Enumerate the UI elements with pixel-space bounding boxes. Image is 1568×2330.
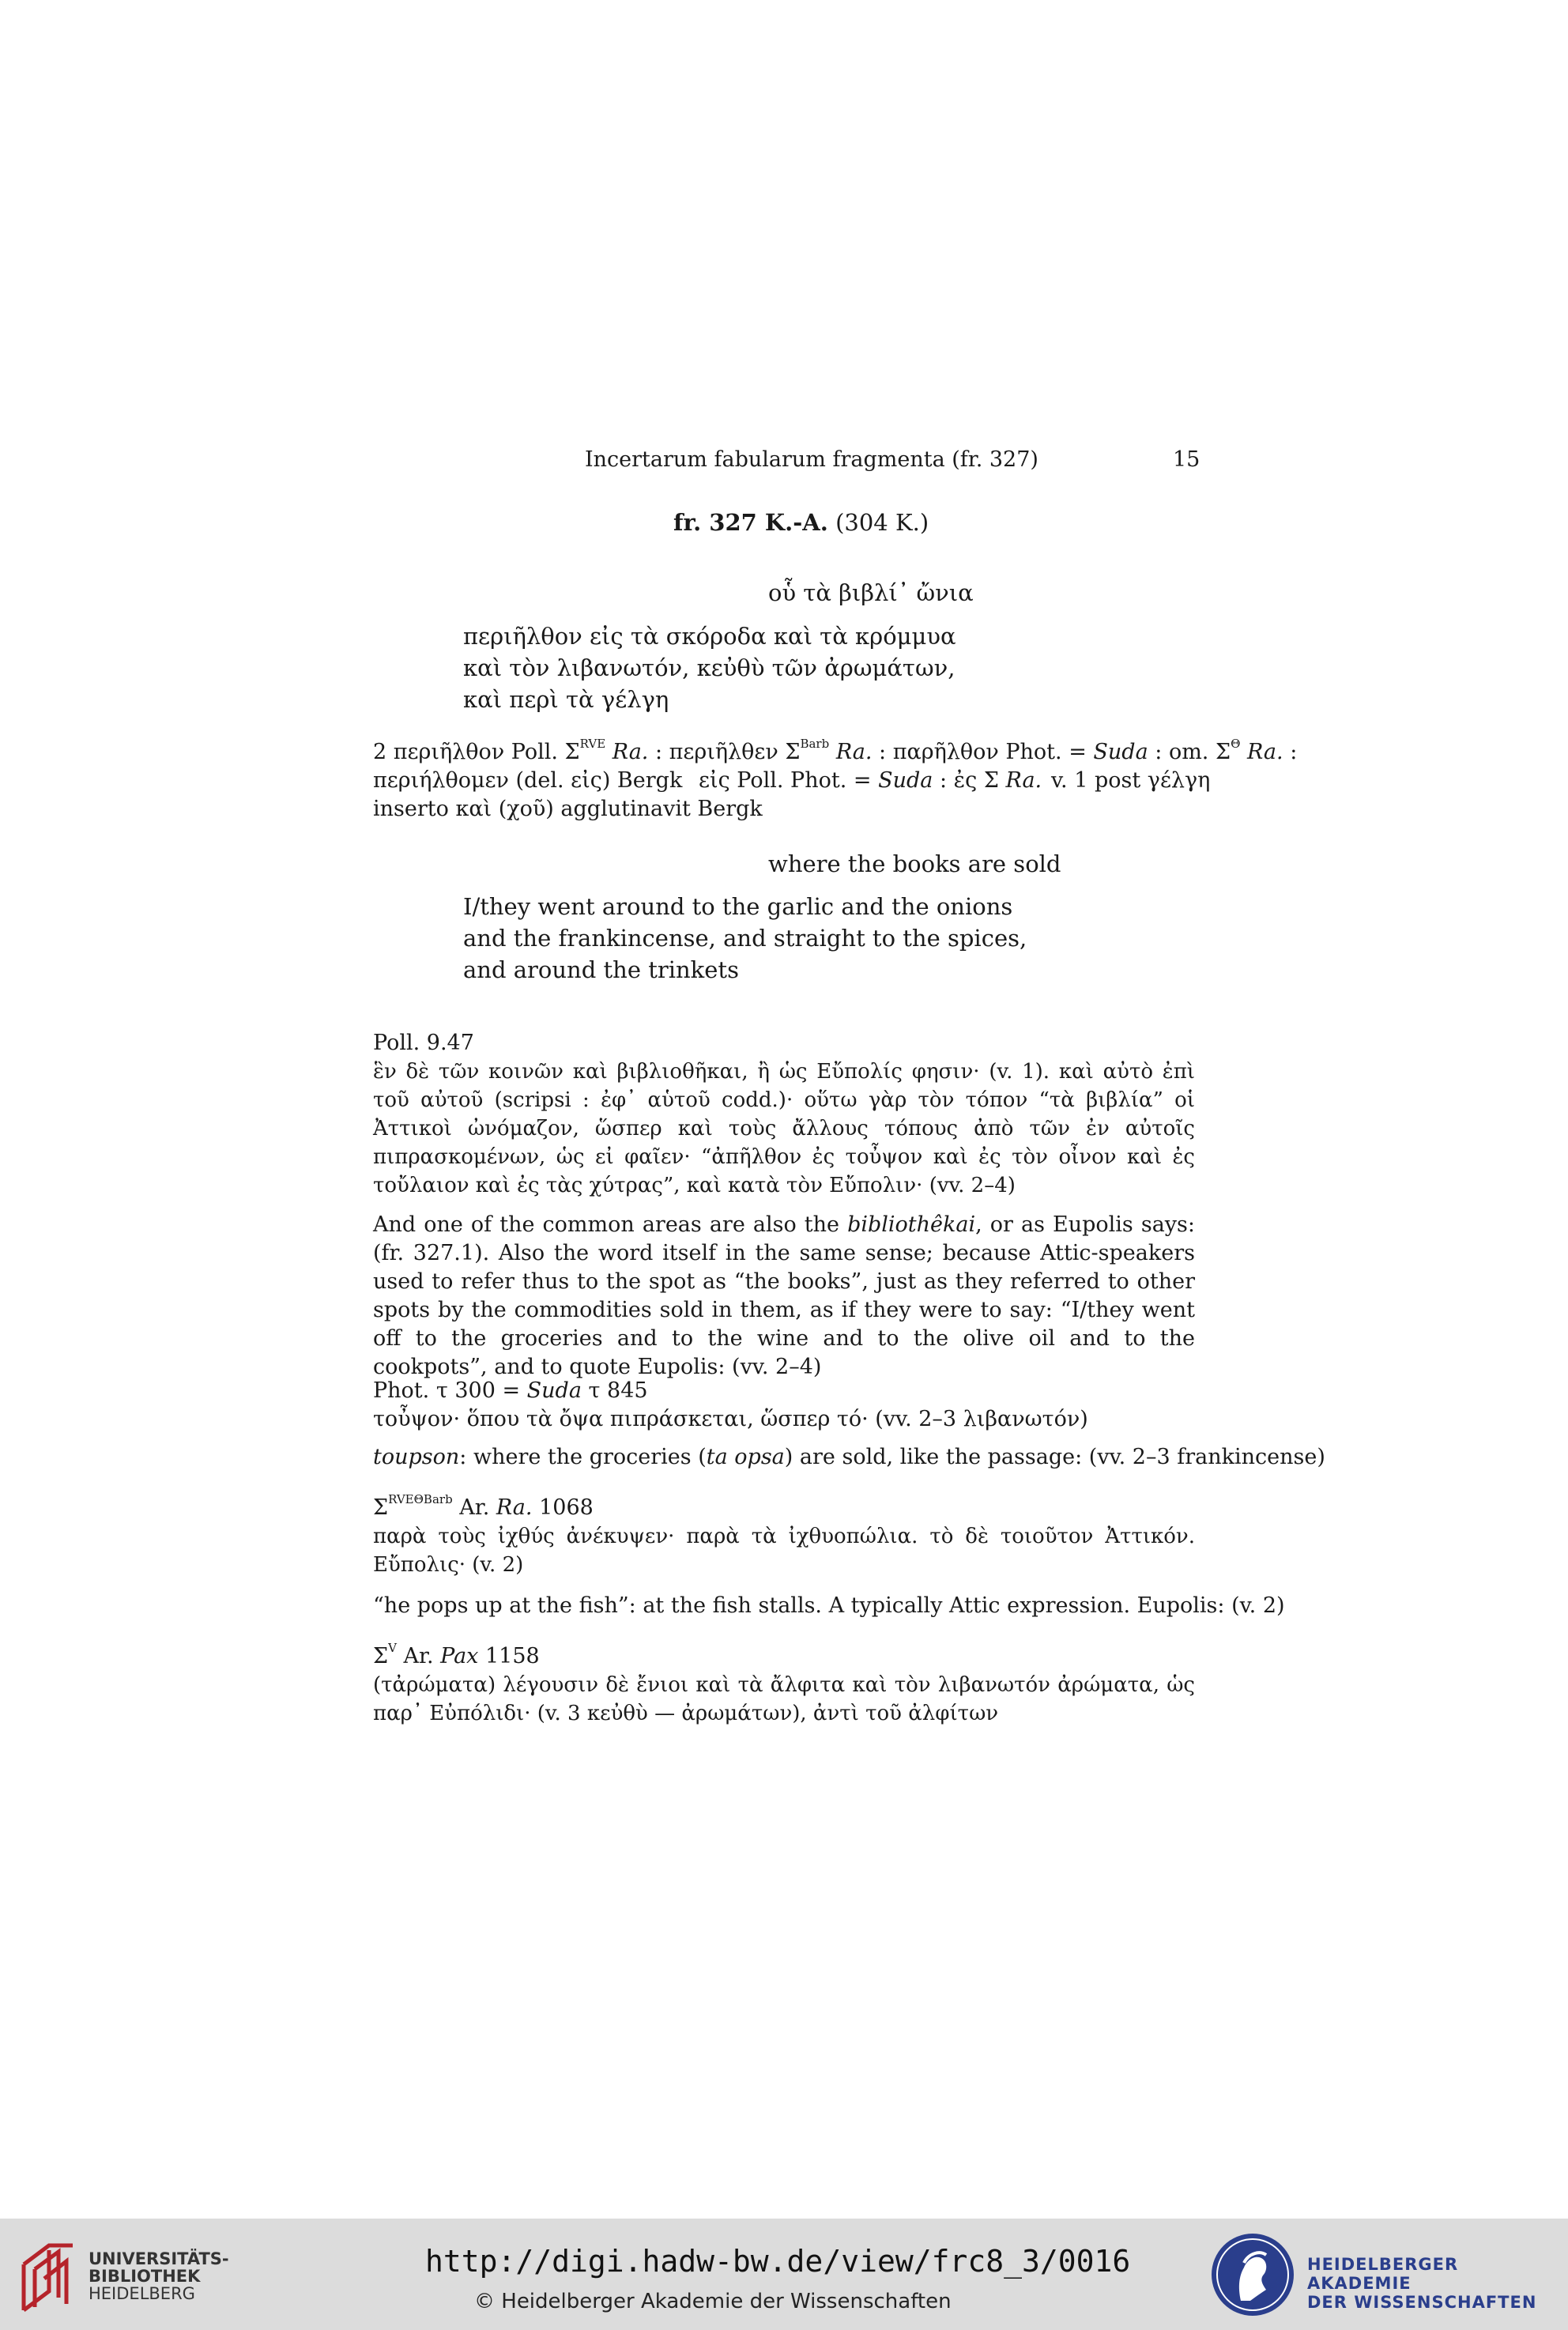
- viewer-footer: [0, 2219, 1568, 2330]
- english-verse-line-3: and the frankincense, and straight to the spices,: [463, 925, 1027, 952]
- fragment-number: fr. 327 K.-A.: [673, 509, 828, 536]
- apparatus-line-1: 2 περιῆλθον Poll. $\Sigma^{RVE}$ Ra. : περιῆλθεν $\Sigma^{Barb}$ Ra. : παρῆλθον Phot. = Suda : om. $\Sigma^\Theta$ Ra. :: [373, 737, 1298, 764]
- pollux-greek: ἓν δὲ τῶν κοινῶν καὶ βιβλιοθῆκαι, ἢ ὡς Εὔπολίς φησιν· (v. 1). καὶ αὐτὸ ἐπὶ τοῦ αὐτοῦ (scripsi : ἐφ᾽ αὑτοῦ codd.)· οὕτω γὰρ τὸν τόπον “τὰ βιβλία” οἱ Ἀττικοὶ ὠνόμαζον, ὥσπερ καὶ τοὺς ἄλλους τόπους ἀπὸ τῶν ἐν αὐτοῖς πιπρασκομένων, ὡς εἰ φαῖεν· “ἀπῆλθον ἐς τοὖψον καὶ ἐς τὸν οἶνον καὶ ἐς τοὔλαιον καὶ ἐς τὰς χύτρας”, καὶ κατὰ τὸν Εὔπολιν· (vv. 2–4): [373, 1060, 1195, 1197]
- university-library-name: UNIVERSITÄTS- BIBLIOTHEK HEIDELBERG: [89, 2249, 229, 2303]
- academy-name: HEIDELBERGER AKADEMIE DER WISSENSCHAFTEN: [1307, 2255, 1537, 2312]
- english-verse-line-1: where the books are sold: [768, 850, 1061, 877]
- apparatus-line-2b: εἰς Poll. Phot. = Suda : ἐς Σ Ra.: [699, 768, 1042, 793]
- university-library-logo-icon: [17, 2234, 79, 2317]
- academy-seal-icon: [1209, 2231, 1296, 2318]
- greek-verse-line-4: καὶ περὶ τὰ γέλγη: [463, 686, 669, 713]
- document-url-link[interactable]: http://digi.hadw-bw.de/view/frc8_3/0016: [425, 2244, 1131, 2279]
- scholion-pax-greek: (τἀρώματα) λέγουσιν δὲ ἔνιοι καὶ τὰ ἄλφιτα καὶ τὸν λιβανωτόν ἀρώματα, ὡς παρ᾽ Εὐπόλιδι· (v. 3 κεὐθὺ — ἀρωμάτων), ἀντὶ τοῦ ἀλφίτων: [373, 1673, 1195, 1725]
- copyright-notice: © Heidelberger Akademie der Wissenschaften: [474, 2290, 952, 2313]
- page-number: 15: [1173, 447, 1200, 472]
- english-verse-line-2: I/they went around to the garlic and the onions: [463, 893, 1013, 920]
- apparatus-line-3: inserto καὶ (χοῦ) agglutinavit Bergk: [373, 797, 763, 821]
- running-title: Incertarum fabularum fragmenta (fr. 327): [585, 447, 1038, 472]
- scholion-pax-source: $\Sigma^V$ Ar. Pax 1158: [373, 1641, 540, 1668]
- apparatus-line-2a: περιήλθομεν (del. εἰς) Bergk: [373, 768, 683, 793]
- fragment-kock-number: (304 K.): [827, 509, 929, 536]
- greek-verse-line-2: περιῆλθον εἰς τὰ σκόροδα καὶ τὰ κρόμμυα: [463, 623, 956, 650]
- greek-verse-line-3: καὶ τὸν λιβανωτόν, κεὐθὺ τῶν ἀρωμάτων,: [463, 654, 956, 681]
- photius-greek: τοὖψον· ὅπου τὰ ὄψα πιπράσκεται, ὥσπερ τό· (vv. 2–3 λιβανωτόν): [373, 1407, 1088, 1431]
- pollux-english: And one of the common areas are also the bibliothêkai, or as Eupolis says: (fr. 327.1). Also the word itself in the same sense; because Attic-speakers used to refer thus to the spot as “the books”, just as they referred to other spots by the commodities sold in them, as if they were to say: “I/they went off to the groceries and to the wine and to the olive oil and to the cookpots”, and to quote Eupolis: (vv. 2–4): [373, 1212, 1195, 1379]
- english-verse-line-4: and around the trinkets: [463, 956, 739, 983]
- photius-english: toupson: where the groceries (ta opsa) are sold, like the passage: (vv. 2–3 frankincense): [373, 1445, 1325, 1469]
- fragment-title: [673, 509, 929, 536]
- pollux-source: Poll. 9.47: [373, 1031, 474, 1055]
- apparatus-line-2c: v. 1 post γέλγη: [1051, 768, 1211, 793]
- greek-verse-line-1: οὗ τὰ βιβλί᾽ ὤνια: [768, 579, 974, 606]
- scholion-ra-greek: παρὰ τοὺς ἰχθύς ἀνέκυψεν· παρὰ τὰ ἰχθυοπώλια. τὸ δὲ τοιοῦτον Ἀττικόν. Εὔπολις· (v. 2): [373, 1525, 1195, 1577]
- scholion-ra-source: $\Sigma^{RVE\Theta Barb}$ Ar. Ra. 1068: [373, 1492, 594, 1520]
- photius-source: Phot. τ 300 = Suda τ 845: [373, 1378, 648, 1403]
- scholion-ra-english: “he pops up at the fish”: at the fish stalls. A typically Attic expression. Eupolis: (v. 2): [373, 1593, 1285, 1618]
